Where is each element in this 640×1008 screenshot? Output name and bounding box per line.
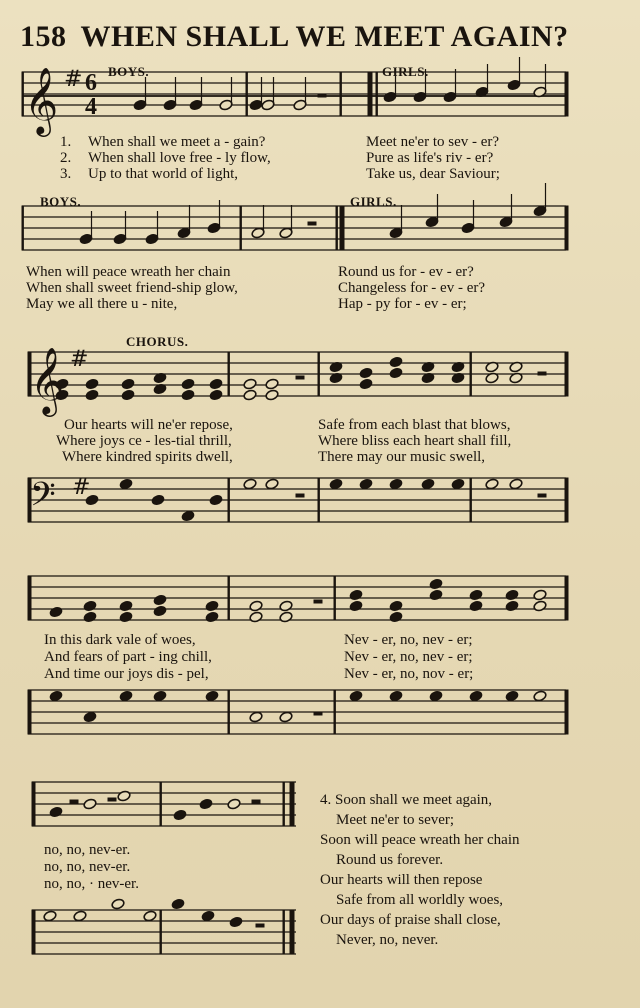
bar-line	[32, 910, 35, 954]
note-head	[73, 910, 87, 922]
bar-line	[160, 782, 161, 826]
note-head	[359, 367, 373, 379]
note-head	[429, 589, 443, 601]
note-head	[181, 378, 195, 390]
note-head	[49, 806, 63, 818]
note-head	[533, 589, 547, 601]
sharp-icon: #	[72, 475, 91, 500]
bar-line	[28, 690, 31, 734]
verse-number: 1.	[60, 134, 72, 150]
note-head	[119, 478, 133, 490]
lyric-line: Round us for - ev - er?	[338, 264, 474, 280]
note-head	[243, 478, 257, 490]
lyric-line: Meet ne'er to sev - er?	[366, 134, 500, 150]
time-signature-bottom: 4	[85, 94, 98, 120]
bar-line	[228, 478, 229, 522]
lyric-line: Nev - er, no, nev - er;	[344, 649, 473, 665]
verse-line: Our days of praise shall close,	[320, 912, 501, 928]
verse-line: Soon will peace wreath her chain	[320, 832, 520, 848]
note-head	[209, 494, 223, 506]
bar-line	[28, 576, 31, 620]
note-head	[151, 494, 165, 506]
lyric-line: Where joys ce - les-tial thrill,	[56, 433, 232, 449]
note-head	[279, 611, 293, 623]
note-head	[279, 600, 293, 612]
lyric-line: Pure as life's riv - er?	[366, 150, 494, 166]
note-head	[153, 594, 167, 606]
bar-line	[565, 690, 568, 734]
sharp-icon: #	[70, 347, 89, 372]
bar-line	[290, 782, 294, 826]
rest	[252, 800, 260, 803]
note-head	[49, 606, 63, 618]
rest	[318, 94, 326, 97]
sharp-icon: #	[64, 67, 83, 92]
lyric-line: There may our music swell,	[318, 449, 486, 465]
note-head	[265, 478, 279, 490]
bar-line	[228, 352, 229, 396]
note-head	[469, 600, 483, 612]
note-head	[429, 690, 443, 702]
lyric-line: no, no, nev-er.	[44, 842, 131, 858]
rest	[538, 494, 546, 497]
note-head	[505, 690, 519, 702]
bar-line	[334, 690, 335, 734]
note-head	[509, 478, 523, 490]
treble-clef-icon: 𝄞	[24, 66, 59, 134]
bar-line	[318, 478, 319, 522]
bar-line	[376, 72, 377, 116]
boys-label-2: BOYS.	[40, 194, 82, 209]
girls-label-2: GIRLS.	[350, 194, 397, 209]
note-head	[533, 690, 547, 702]
lyric-line: When shall love free - ly flow,	[88, 150, 271, 166]
note-head	[389, 367, 403, 379]
note-head	[243, 378, 257, 390]
lyric-line: And fears of part - ing chill,	[44, 649, 212, 665]
note-head	[265, 378, 279, 390]
lyric-line: Hap - py for - ev - er;	[338, 296, 467, 312]
note-head	[119, 600, 133, 612]
note-head	[389, 690, 403, 702]
lyric-line: Nev - er, no, nev - er;	[344, 632, 473, 648]
rest	[108, 798, 116, 801]
note-head	[153, 605, 167, 617]
lyric-line: Changeless for - ev - er?	[338, 280, 486, 296]
rest	[308, 222, 316, 225]
note-head	[389, 478, 403, 490]
bar-line	[565, 576, 568, 620]
bar-line	[334, 576, 335, 620]
lyric-line: Take us, dear Saviour;	[366, 166, 500, 182]
bar-line	[228, 690, 229, 734]
note-head	[505, 589, 519, 601]
note-head	[199, 798, 213, 810]
note-head	[119, 611, 133, 623]
verse-number: 3.	[60, 166, 72, 182]
note-head	[85, 389, 99, 401]
bar-line	[283, 910, 284, 954]
note-head	[209, 378, 223, 390]
bar-line	[318, 352, 319, 396]
note-head	[143, 910, 157, 922]
note-head	[429, 578, 443, 590]
rest	[296, 494, 304, 497]
note-head	[329, 478, 343, 490]
lyric-line: When shall sweet friend-ship glow,	[26, 280, 238, 296]
note-head	[171, 898, 185, 910]
verse-number: 2.	[60, 150, 72, 166]
note-head	[485, 478, 499, 490]
bass-clef-icon: 𝄢	[30, 476, 56, 522]
note-head	[153, 690, 167, 702]
rest	[314, 712, 322, 715]
thick-bar	[340, 206, 344, 250]
bar-line	[470, 478, 471, 522]
boys-label-1: BOYS.	[108, 64, 150, 79]
note-head	[359, 378, 373, 390]
thick-bar	[368, 72, 372, 116]
bar-line	[336, 206, 337, 250]
hymn-title-text: WHEN SHALL WE MEET AGAIN?	[80, 20, 569, 53]
lyric-line: Our hearts will ne'er repose,	[64, 417, 233, 433]
note-head	[173, 809, 187, 821]
bar-line	[32, 782, 35, 826]
lyric-line: Safe from each blast that blows,	[318, 417, 511, 433]
note-head	[119, 690, 133, 702]
note-head	[83, 611, 97, 623]
note-head	[83, 600, 97, 612]
note-head	[209, 389, 223, 401]
bar-line	[565, 206, 568, 250]
note-head	[505, 600, 519, 612]
bar-line	[160, 910, 161, 954]
bar-line	[565, 478, 568, 522]
lyric-line: May we all there u - nite,	[26, 296, 178, 312]
bar-line	[470, 352, 471, 396]
verse-4	[320, 790, 520, 950]
bar-line	[340, 72, 341, 116]
bar-line	[240, 206, 241, 250]
note-head	[243, 389, 257, 401]
lyric-line: no, no, · nev-er.	[44, 876, 139, 892]
note-head	[121, 389, 135, 401]
note-head	[49, 690, 63, 702]
verse-line: Safe from all worldly woes,	[336, 892, 504, 908]
note-head	[181, 389, 195, 401]
lyric-line: And time our joys dis - pel,	[44, 666, 209, 682]
lyric-line: When shall we meet a - gain?	[88, 134, 266, 150]
bar-line	[565, 352, 568, 396]
note-head	[83, 711, 97, 723]
note-head	[181, 510, 195, 522]
note-head	[227, 798, 241, 810]
note-head	[205, 611, 219, 623]
bar-line	[228, 576, 229, 620]
note-head	[249, 600, 263, 612]
lyric-line: Nev - er, no, nov - er;	[344, 666, 474, 682]
bar-line	[283, 782, 284, 826]
note-head	[349, 589, 363, 601]
bar-line	[22, 206, 23, 250]
verse-line: Round us forever.	[336, 852, 444, 868]
time-signature-top: 6	[85, 70, 98, 96]
note-head	[265, 389, 279, 401]
note-head	[201, 910, 215, 922]
note-head	[205, 600, 219, 612]
verse-line: 4. Soon shall we meet again,	[320, 792, 493, 808]
note-head	[359, 478, 373, 490]
verse-line: Meet ne'er to sever;	[336, 812, 455, 828]
note-head	[83, 798, 97, 810]
treble-clef-icon: 𝄞	[30, 346, 65, 414]
note-head	[229, 916, 243, 928]
note-head	[205, 690, 219, 702]
lyric-line: Where kindred spirits dwell,	[62, 449, 233, 465]
rest	[256, 924, 264, 927]
note-head	[349, 690, 363, 702]
chorus-label: CHORUS.	[126, 334, 189, 349]
note-head	[85, 378, 99, 390]
hymn-number: 158	[20, 20, 67, 53]
note-head	[451, 478, 465, 490]
note-head	[469, 589, 483, 601]
lyric-line: no, no, nev-er.	[44, 859, 131, 875]
note-head	[249, 611, 263, 623]
rest	[538, 372, 546, 375]
lyric-line: Where bliss each heart shall fill,	[318, 433, 512, 449]
verse-line: Never, no, never.	[336, 932, 439, 948]
note-head	[389, 611, 403, 623]
bar-line	[290, 910, 294, 954]
note-head	[349, 600, 363, 612]
rest	[296, 376, 304, 379]
lyric-line: In this dark vale of woes,	[44, 632, 196, 648]
note-head	[43, 910, 57, 922]
note-head	[279, 711, 293, 723]
note-head	[249, 711, 263, 723]
bar-line	[246, 72, 247, 116]
note-head	[117, 790, 131, 802]
note-head	[389, 356, 403, 368]
bar-line	[565, 72, 568, 116]
note-head	[421, 478, 435, 490]
rest	[70, 800, 78, 803]
note-head	[121, 378, 135, 390]
lyric-line: When will peace wreath her chain	[26, 264, 231, 280]
lyric-line: Up to that world of light,	[88, 166, 238, 182]
girls-label-1: GIRLS.	[382, 64, 429, 79]
verse-line: Our hearts will then repose	[320, 872, 483, 888]
note-head	[389, 600, 403, 612]
note-head	[533, 600, 547, 612]
rest	[314, 600, 322, 603]
note-head	[111, 898, 125, 910]
note-head	[469, 690, 483, 702]
